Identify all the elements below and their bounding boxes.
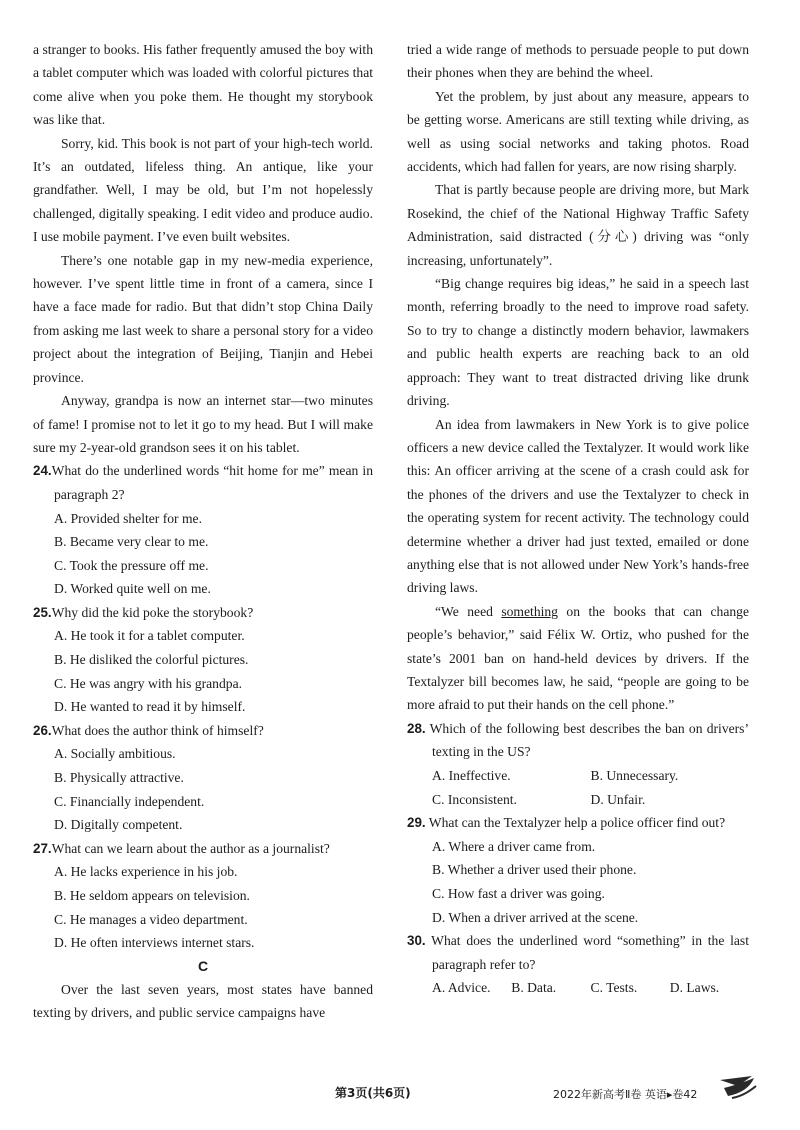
option-c: C. He manages a video department.: [54, 911, 248, 927]
text-segment: on the books that can change people’s behavior,” said Félix W. Ortiz, who pushed for the state’s 2001 ban on hand-held devices by drivers. If the Textalyzer bill becomes law, he said, “people are going to be more afraid to put their hands on the cell phone.”: [407, 603, 749, 713]
underlined-word: something: [501, 603, 558, 619]
option-b: B. Physically attractive.: [54, 770, 184, 786]
publisher-logo-icon: [718, 1074, 758, 1100]
option-d: D. Unfair.: [590, 791, 646, 807]
option-d: D. When a driver arrived at the scene.: [432, 909, 639, 925]
question-text: What does the author think of himself?: [51, 722, 264, 738]
question-number: 28.: [407, 720, 426, 736]
option-b: B. Data.: [511, 980, 557, 996]
question-text: What can the Textalyzer help a police officer find out?: [428, 815, 726, 831]
options-row: [407, 976, 749, 1000]
right-column: [407, 38, 749, 1000]
option-b: B. Became very clear to me.: [54, 534, 209, 550]
question-number: 30.: [407, 933, 426, 949]
options-row: [407, 764, 749, 788]
option-c: C. Tests.: [590, 980, 638, 996]
paragraph: Over the last seven years, most states have banned texting by drivers, and public service campaigns have: [33, 981, 373, 1021]
paragraph: tried a wide range of methods to persuade people to put down their phones when they are behind the wheel.: [407, 42, 749, 81]
paragraph: Yet the problem, by just about any measure, appears to be getting worse. Americans are still texting while driving, as well as using social networks and taking photos. Road accidents, which had fallen for years, are now rising sharply.: [407, 88, 749, 175]
option-a: A. Ineffective.: [432, 767, 511, 783]
option-c: C. Financially independent.: [54, 793, 205, 809]
paragraph: a stranger to books. His father frequently amused the boy with a tablet computer which was loaded with colorful pictures that come alive when you poke them. He thought my storybook was like that.: [33, 42, 373, 128]
exam-info: 2022年新高考Ⅱ卷 英语▸卷42: [553, 1088, 698, 1101]
option-b: B. Unnecessary.: [590, 767, 679, 783]
option-d: D. Laws.: [669, 980, 720, 996]
question-27: [33, 837, 373, 861]
option-a: A. He took it for a tablet computer.: [54, 628, 245, 644]
option-a: A. Advice.: [432, 980, 491, 996]
option-a: A. He lacks experience in his job.: [54, 864, 238, 880]
option-a: A. Where a driver came from.: [432, 838, 596, 854]
question-number: 26.: [33, 722, 52, 738]
option-c: C. He was angry with his grandpa.: [54, 675, 243, 691]
option-a: A. Provided shelter for me.: [54, 510, 202, 526]
question-text: Why did the kid poke the storybook?: [51, 604, 254, 620]
paragraph: Sorry, kid. This book is not part of your high-tech world. It’s an outdated, lifeless thing. An antique, like your grandfather. Well, I may be old, but I’m not hopelessly challenged, digitally speaking. I edit video and produce audio. I use mobile payment. I’ve even built websites.: [33, 135, 373, 245]
section-heading: C: [197, 957, 209, 974]
option-d: D. He often interviews internet stars.: [54, 935, 255, 951]
page-number: 第3页(共6页): [335, 1086, 411, 1100]
paragraph: [407, 600, 749, 717]
option-d: D. Digitally competent.: [54, 817, 183, 833]
question-number: 27.: [33, 840, 52, 856]
question-text: Which of the following best describes the ban on drivers’ texting in the US?: [429, 720, 749, 760]
text-segment: “We need: [435, 603, 502, 619]
paragraph: “Big change requires big ideas,” he said in a speech last month, referring broadly to the need to improve road safety. So to try to change a distinctly modern behavior, lawmakers and public health experts are reaching back to an old approach: They want to treat distracted driving like drunk driving.: [407, 276, 749, 409]
option-c: C. Took the pressure off me.: [54, 557, 209, 573]
question-text: What can we learn about the author as a journalist?: [51, 840, 330, 856]
option-c: C. Inconsistent.: [432, 791, 517, 807]
question-number: 24.: [33, 463, 52, 479]
question-29: [407, 811, 749, 835]
question-number: 29.: [407, 815, 426, 831]
paragraph: That is partly because people are driving more, but Mark Rosekind, the chief of the National Highway Traffic Safety Administration, said distracted (分心) driving was “only increasing, unfortunately”.: [407, 182, 749, 268]
option-b: B. He disliked the colorful pictures.: [54, 652, 249, 668]
question-text: What do the underlined words “hit home for me” mean in paragraph 2?: [51, 463, 373, 502]
option-b: B. He seldom appears on television.: [54, 888, 250, 903]
question-24: [33, 459, 373, 506]
paragraph: Anyway, grandpa is now an internet star—two minutes of fame! I promise not to let it go to my head. But I will make sure my 2-year-old grandson sees it on his tablet.: [33, 393, 373, 455]
question-number: 25.: [33, 604, 52, 620]
option-a: A. Socially ambitious.: [54, 746, 176, 762]
paragraph: There’s one notable gap in my new-media experience, however. I’ve spent little time in front of a camera, since I have a face made for radio. But that didn’t stop China Daily from asking me last week to share a personal story for a video project about the integration of Beijing, Tianjin and Hebei province.: [33, 252, 373, 385]
option-d: D. Worked quite well on me.: [54, 581, 211, 597]
paragraph: An idea from lawmakers in New York is to give police officers a new device called the Textalyzer. It would work like this: An officer arriving at the scene of a crash could ask for the phones of the drivers and use the Textalyzer to check in the operating system for recent activity. The technology could determine whether a driver had just texted, emailed or done anything else that is not allowed under New York’s hands-free driving laws.: [407, 416, 749, 596]
option-d: D. He wanted to read it by himself.: [54, 699, 246, 715]
question-26: [33, 719, 373, 743]
question-28: [407, 717, 749, 764]
question-text: What does the underlined word “something” in the last paragraph refer to?: [431, 933, 749, 972]
option-b: B. Whether a driver used their phone.: [432, 862, 637, 878]
options-row: [407, 788, 749, 812]
question-30: [407, 929, 749, 976]
question-25: [33, 601, 373, 625]
option-c: C. How fast a driver was going.: [432, 885, 605, 901]
left-column: [33, 38, 373, 1025]
